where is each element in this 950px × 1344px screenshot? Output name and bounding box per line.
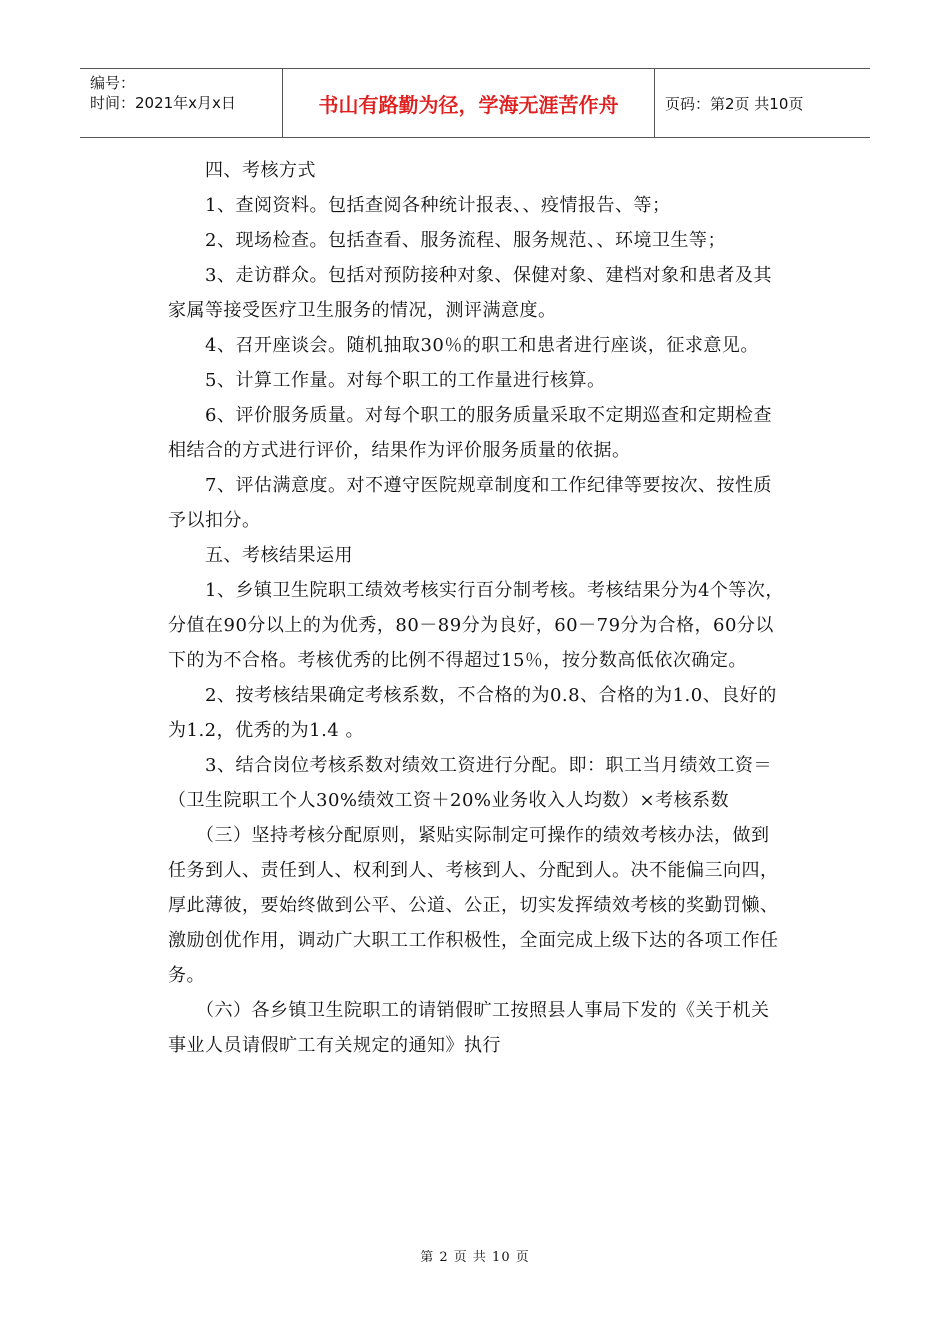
- header-page-info: 页码：第2页 共10页: [665, 94, 804, 113]
- paragraph: 2、现场检查。包括查看、服务流程、服务规范、、环境卫生等；: [168, 230, 726, 251]
- paragraph: 3、结合岗位考核系数对绩效工资进行分配。即：职工当月绩效工资＝（卫生院职工个人30%绩效工资＋20%业务收入人均数）×考核系数: [168, 755, 772, 811]
- page-header: [80, 68, 870, 138]
- section-heading-result-application: 五、考核结果运用: [168, 545, 353, 566]
- paragraph: 7、评估满意度。对不遵守医院规章制度和工作纪律等要按次、按性质予以扣分。: [168, 475, 772, 531]
- document-number-label: 编号：: [90, 74, 136, 92]
- paragraph: 5、计算工作量。对每个职工的工作量进行核算。: [168, 370, 606, 391]
- paragraph: 2、按考核结果确定考核系数，不合格的为0.8、合格的为1.0、良好的为1.2，优秀的为1.4 。: [168, 685, 777, 741]
- paragraph: （六）各乡镇卫生院职工的请销假旷工按照县人事局下发的《关于机关事业人员请假旷工有关规定的通知》执行: [168, 1000, 770, 1056]
- paragraph: （三）坚持考核分配原则，紧贴实际制定可操作的绩效考核办法，做到任务到人、责任到人、权利到人、考核到人、分配到人。决不能偏三向四，厚此薄彼，要始终做到公平、公道、公正，切实发挥绩效考核的奖勤罚懒、激励创优作用，调动广大职工工作积极性，全面完成上级下达的各项工作任务。: [168, 825, 779, 986]
- document-date: 时间：2021年x月x日: [90, 94, 236, 112]
- section-heading-assessment-methods: 四、考核方式: [168, 160, 316, 181]
- page-footer: 第 2 页 共 10 页: [420, 1250, 530, 1265]
- paragraph: 1、乡镇卫生院职工绩效考核实行百分制考核。考核结果分为4个等次，分值在90分以上的为优秀，80－89分为良好，60－79分为合格，60分以下的为不合格。考核优秀的比例不得超过15％，按分数高低依次确定。: [168, 580, 784, 671]
- header-meta: [80, 69, 282, 137]
- document-body: [168, 153, 784, 1063]
- header-motto: 书山有路勤为径，学海无涯苦作舟: [282, 69, 655, 137]
- paragraph: 6、评价服务质量。对每个职工的服务质量采取不定期巡查和定期检查相结合的方式进行评价，结果作为评价服务质量的依据。: [168, 405, 772, 461]
- paragraph: 3、走访群众。包括对预防接种对象、保健对象、建档对象和患者及其家属等接受医疗卫生服务的情况，测评满意度。: [168, 265, 772, 321]
- paragraph: 4、召开座谈会。随机抽取30％的职工和患者进行座谈，征求意见。: [168, 335, 759, 356]
- paragraph: 1、查阅资料。包括查阅各种统计报表、、疫情报告、等；: [168, 195, 671, 216]
